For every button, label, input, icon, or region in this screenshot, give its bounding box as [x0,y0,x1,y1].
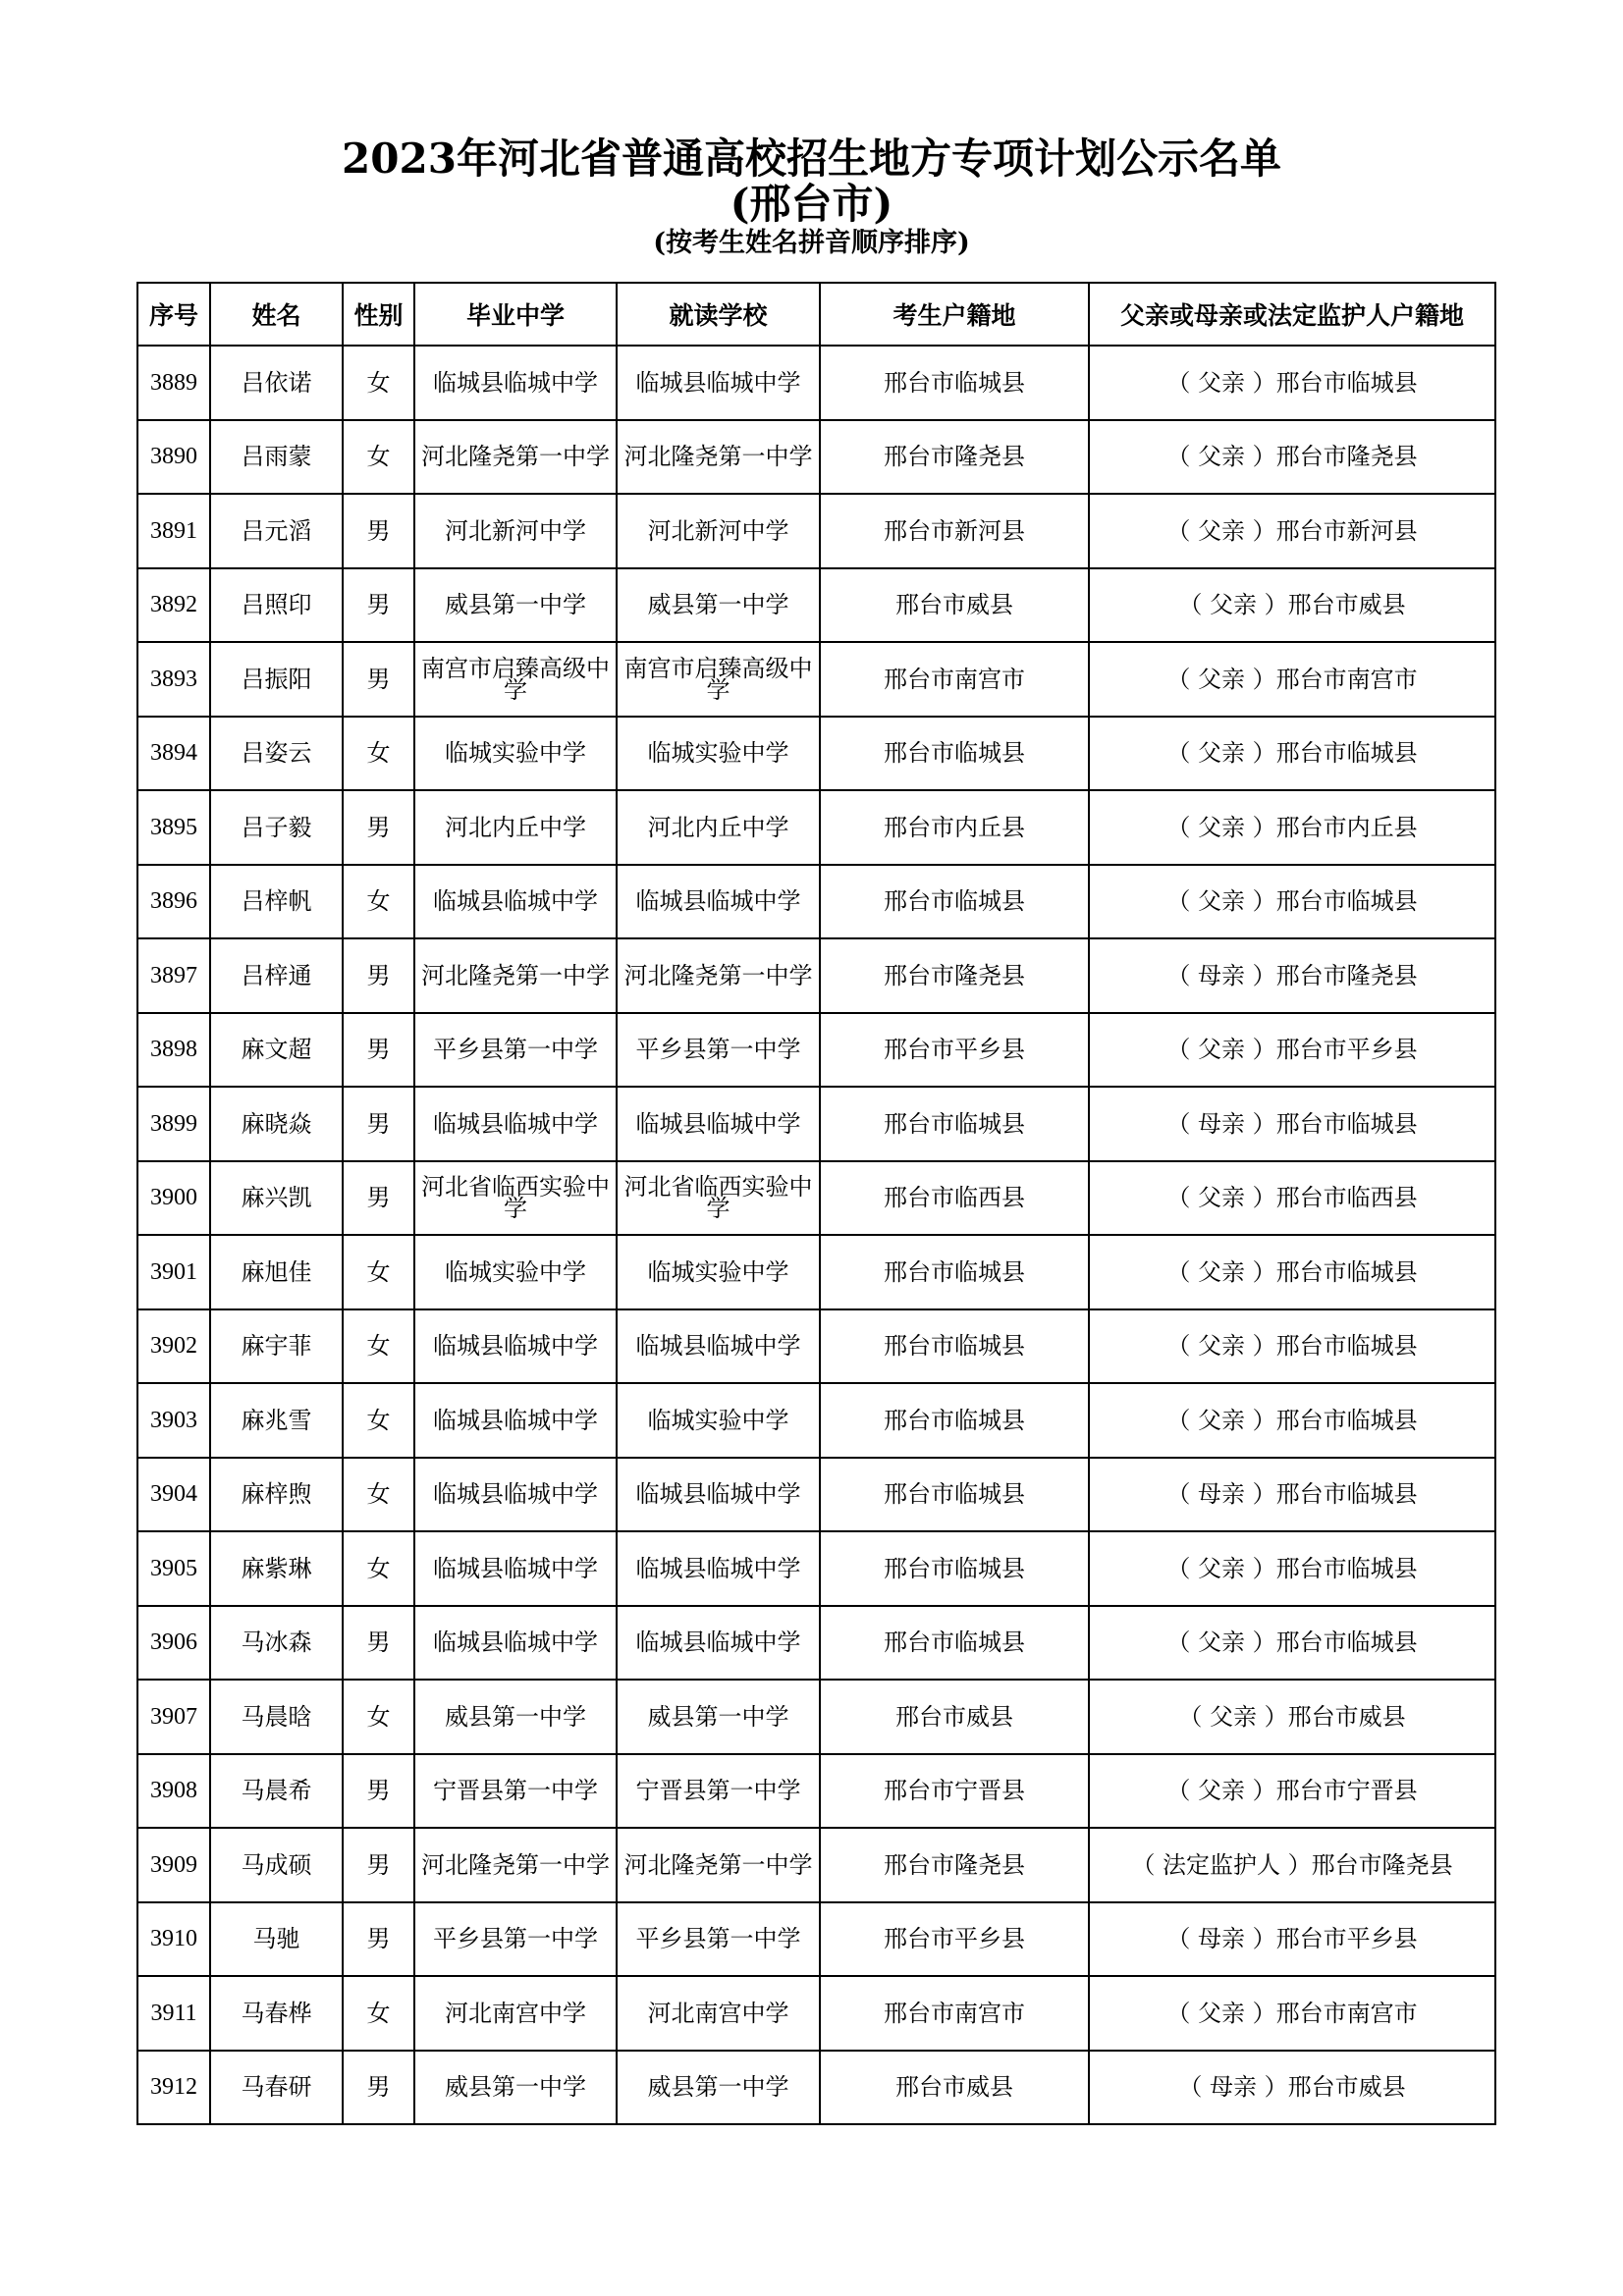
cell-current-school: 临城县临城中学 [617,1531,820,1606]
table-header-row [137,283,1495,346]
cell-guardian-hukou: （ 父亲 ）邢台市平乡县 [1089,1013,1495,1088]
cell-name: 马春桦 [210,1976,343,2051]
cell-current-school: 临城县临城中学 [617,1087,820,1161]
cell-guardian-hukou: （ 法定监护人 ）邢台市隆尧县 [1089,1828,1495,1902]
cell-hukou: 邢台市临城县 [820,717,1089,791]
table-row [137,1680,1495,1754]
cell-grad-school: 临城县临城中学 [414,1383,617,1458]
table-row [137,420,1495,495]
cell-seq: 3893 [137,642,210,717]
table-row [137,938,1495,1013]
cell-hukou: 邢台市平乡县 [820,1013,1089,1088]
cell-grad-school: 河北隆尧第一中学 [414,1828,617,1902]
cell-grad-school: 宁晋县第一中学 [414,1754,617,1829]
cell-grad-school: 临城县临城中学 [414,346,617,420]
table-row [137,1013,1495,1088]
cell-hukou: 邢台市新河县 [820,494,1089,568]
cell-hukou: 邢台市临城县 [820,346,1089,420]
cell-name: 麻文超 [210,1013,343,1088]
cell-seq: 3907 [137,1680,210,1754]
cell-current-school: 临城县临城中学 [617,865,820,939]
cell-name: 吕依诺 [210,346,343,420]
cell-current-school: 临城实验中学 [617,1235,820,1309]
cell-seq: 3892 [137,568,210,643]
cell-grad-school: 临城实验中学 [414,717,617,791]
roster-table [136,282,1496,2125]
cell-gender: 男 [343,938,414,1013]
cell-current-school: 河北新河中学 [617,494,820,568]
cell-grad-school: 临城县临城中学 [414,865,617,939]
cell-gender: 男 [343,790,414,865]
cell-seq: 3905 [137,1531,210,1606]
cell-name: 麻旭佳 [210,1235,343,1309]
cell-grad-school: 河北新河中学 [414,494,617,568]
cell-gender: 女 [343,1531,414,1606]
cell-grad-school: 南宫市启臻高级中学 [414,642,617,717]
cell-name: 马春研 [210,2051,343,2125]
table-row [137,1976,1495,2051]
cell-grad-school: 临城县临城中学 [414,1309,617,1384]
cell-grad-school: 临城县临城中学 [414,1087,617,1161]
cell-gender: 男 [343,2051,414,2125]
cell-guardian-hukou: （ 父亲 ）邢台市南宫市 [1089,642,1495,717]
cell-hukou: 邢台市临城县 [820,1235,1089,1309]
cell-guardian-hukou: （ 父亲 ）邢台市隆尧县 [1089,420,1495,495]
cell-guardian-hukou: （ 母亲 ）邢台市临城县 [1089,1458,1495,1532]
table-row [137,1458,1495,1532]
cell-guardian-hukou: （ 父亲 ）邢台市威县 [1089,568,1495,643]
column-header-seq: 序号 [137,283,210,346]
cell-grad-school: 河北隆尧第一中学 [414,420,617,495]
column-header-grad-school: 毕业中学 [414,283,617,346]
cell-hukou: 邢台市临城县 [820,1309,1089,1384]
cell-guardian-hukou: （ 母亲 ）邢台市临城县 [1089,1087,1495,1161]
cell-current-school: 河北隆尧第一中学 [617,938,820,1013]
cell-gender: 男 [343,1902,414,1977]
cell-gender: 男 [343,1828,414,1902]
cell-name: 马驰 [210,1902,343,1977]
cell-gender: 女 [343,1976,414,2051]
cell-grad-school: 平乡县第一中学 [414,1013,617,1088]
cell-gender: 男 [343,568,414,643]
table-row [137,568,1495,643]
table-row [137,494,1495,568]
cell-name: 吕梓帆 [210,865,343,939]
cell-guardian-hukou: （ 母亲 ）邢台市威县 [1089,2051,1495,2125]
cell-name: 马晨希 [210,1754,343,1829]
cell-current-school: 平乡县第一中学 [617,1902,820,1977]
cell-seq: 3894 [137,717,210,791]
cell-gender: 男 [343,1013,414,1088]
cell-guardian-hukou: （ 父亲 ）邢台市临城县 [1089,865,1495,939]
cell-gender: 男 [343,642,414,717]
cell-guardian-hukou: （ 父亲 ）邢台市临城县 [1089,1309,1495,1384]
column-header-guardian-hukou: 父亲或母亲或法定监护人户籍地 [1089,283,1495,346]
cell-grad-school: 河北内丘中学 [414,790,617,865]
cell-hukou: 邢台市宁晋县 [820,1754,1089,1829]
cell-name: 麻兆雪 [210,1383,343,1458]
table-row [137,2051,1495,2125]
cell-hukou: 邢台市临西县 [820,1161,1089,1236]
table-row [137,1828,1495,1902]
cell-seq: 3901 [137,1235,210,1309]
cell-guardian-hukou: （ 母亲 ）邢台市隆尧县 [1089,938,1495,1013]
cell-name: 吕雨蒙 [210,420,343,495]
cell-hukou: 邢台市临城县 [820,1383,1089,1458]
cell-current-school: 威县第一中学 [617,1680,820,1754]
cell-grad-school: 威县第一中学 [414,1680,617,1754]
cell-gender: 女 [343,717,414,791]
cell-guardian-hukou: （ 父亲 ）邢台市内丘县 [1089,790,1495,865]
cell-gender: 女 [343,420,414,495]
cell-name: 吕姿云 [210,717,343,791]
cell-hukou: 邢台市隆尧县 [820,1828,1089,1902]
cell-seq: 3906 [137,1606,210,1681]
table-row [137,717,1495,791]
cell-gender: 女 [343,865,414,939]
cell-hukou: 邢台市临城县 [820,1087,1089,1161]
cell-hukou: 邢台市威县 [820,568,1089,643]
cell-gender: 男 [343,1161,414,1236]
cell-gender: 男 [343,494,414,568]
cell-guardian-hukou: （ 父亲 ）邢台市威县 [1089,1680,1495,1754]
cell-current-school: 河北省临西实验中学 [617,1161,820,1236]
cell-current-school: 河北南宫中学 [617,1976,820,2051]
cell-seq: 3910 [137,1902,210,1977]
cell-seq: 3900 [137,1161,210,1236]
cell-name: 吕照印 [210,568,343,643]
table-row [137,790,1495,865]
table-row [137,1235,1495,1309]
cell-name: 吕元滔 [210,494,343,568]
column-header-name: 姓名 [210,283,343,346]
cell-grad-school: 河北省临西实验中学 [414,1161,617,1236]
page-subtitle: (邢台市) [730,180,893,228]
cell-gender: 女 [343,1235,414,1309]
cell-seq: 3896 [137,865,210,939]
cell-current-school: 临城县临城中学 [617,1309,820,1384]
cell-guardian-hukou: （ 父亲 ）邢台市临城县 [1089,1606,1495,1681]
cell-name: 马冰森 [210,1606,343,1681]
table-body [137,346,1495,2124]
cell-current-school: 威县第一中学 [617,568,820,643]
table-row [137,346,1495,420]
cell-guardian-hukou: （ 父亲 ）邢台市临城县 [1089,1383,1495,1458]
cell-guardian-hukou: （ 母亲 ）邢台市平乡县 [1089,1902,1495,1977]
table-row [137,1087,1495,1161]
cell-name: 麻晓焱 [210,1087,343,1161]
cell-seq: 3902 [137,1309,210,1384]
cell-gender: 女 [343,1309,414,1384]
cell-hukou: 邢台市平乡县 [820,1902,1089,1977]
table-row [137,1383,1495,1458]
cell-current-school: 平乡县第一中学 [617,1013,820,1088]
table-row [137,642,1495,717]
cell-gender: 女 [343,1383,414,1458]
cell-seq: 3903 [137,1383,210,1458]
cell-current-school: 临城实验中学 [617,1383,820,1458]
cell-seq: 3911 [137,1976,210,2051]
column-header-current-school: 就读学校 [617,283,820,346]
cell-hukou: 邢台市隆尧县 [820,420,1089,495]
cell-grad-school: 临城县临城中学 [414,1606,617,1681]
cell-current-school: 威县第一中学 [617,2051,820,2125]
cell-gender: 女 [343,1458,414,1532]
cell-grad-school: 威县第一中学 [414,2051,617,2125]
table-row [137,1309,1495,1384]
cell-current-school: 宁晋县第一中学 [617,1754,820,1829]
cell-seq: 3908 [137,1754,210,1829]
cell-name: 吕梓通 [210,938,343,1013]
cell-guardian-hukou: （ 父亲 ）邢台市临城县 [1089,346,1495,420]
cell-guardian-hukou: （ 父亲 ）邢台市临城县 [1089,1235,1495,1309]
cell-name: 吕子毅 [210,790,343,865]
cell-guardian-hukou: （ 父亲 ）邢台市新河县 [1089,494,1495,568]
cell-guardian-hukou: （ 父亲 ）邢台市临城县 [1089,1531,1495,1606]
cell-seq: 3891 [137,494,210,568]
table-row [137,1606,1495,1681]
cell-gender: 男 [343,1087,414,1161]
cell-hukou: 邢台市临城县 [820,1458,1089,1532]
cell-current-school: 临城县临城中学 [617,1606,820,1681]
cell-name: 马成硕 [210,1828,343,1902]
cell-hukou: 邢台市临城县 [820,1531,1089,1606]
cell-grad-school: 河北南宫中学 [414,1976,617,2051]
cell-grad-school: 河北隆尧第一中学 [414,938,617,1013]
cell-name: 麻梓煦 [210,1458,343,1532]
cell-current-school: 南宫市启臻高级中学 [617,642,820,717]
cell-current-school: 临城县临城中学 [617,1458,820,1532]
cell-current-school: 临城县临城中学 [617,346,820,420]
cell-grad-school: 临城县临城中学 [414,1531,617,1606]
cell-current-school: 临城实验中学 [617,717,820,791]
cell-hukou: 邢台市威县 [820,1680,1089,1754]
cell-seq: 3904 [137,1458,210,1532]
cell-gender: 男 [343,1754,414,1829]
cell-gender: 男 [343,1606,414,1681]
cell-hukou: 邢台市威县 [820,2051,1089,2125]
cell-name: 麻紫琳 [210,1531,343,1606]
cell-name: 吕振阳 [210,642,343,717]
cell-current-school: 河北隆尧第一中学 [617,420,820,495]
cell-seq: 3897 [137,938,210,1013]
cell-seq: 3889 [137,346,210,420]
cell-hukou: 邢台市临城县 [820,865,1089,939]
table-row [137,865,1495,939]
cell-grad-school: 临城县临城中学 [414,1458,617,1532]
cell-seq: 3895 [137,790,210,865]
column-header-hukou: 考生户籍地 [820,283,1089,346]
cell-name: 麻宇菲 [210,1309,343,1384]
cell-current-school: 河北隆尧第一中学 [617,1828,820,1902]
cell-name: 麻兴凯 [210,1161,343,1236]
cell-gender: 女 [343,346,414,420]
cell-current-school: 河北内丘中学 [617,790,820,865]
cell-seq: 3899 [137,1087,210,1161]
cell-seq: 3890 [137,420,210,495]
cell-grad-school: 平乡县第一中学 [414,1902,617,1977]
cell-hukou: 邢台市临城县 [820,1606,1089,1681]
cell-name: 马晨晗 [210,1680,343,1754]
table-row [137,1161,1495,1236]
table-row [137,1754,1495,1829]
cell-gender: 女 [343,1680,414,1754]
cell-guardian-hukou: （ 父亲 ）邢台市南宫市 [1089,1976,1495,2051]
table-row [137,1531,1495,1606]
cell-seq: 3909 [137,1828,210,1902]
cell-hukou: 邢台市南宫市 [820,1976,1089,2051]
cell-guardian-hukou: （ 父亲 ）邢台市临西县 [1089,1161,1495,1236]
cell-hukou: 邢台市南宫市 [820,642,1089,717]
cell-seq: 3898 [137,1013,210,1088]
cell-hukou: 邢台市隆尧县 [820,938,1089,1013]
cell-guardian-hukou: （ 父亲 ）邢台市宁晋县 [1089,1754,1495,1829]
cell-guardian-hukou: （ 父亲 ）邢台市临城县 [1089,717,1495,791]
cell-grad-school: 临城实验中学 [414,1235,617,1309]
column-header-gender: 性别 [343,283,414,346]
cell-seq: 3912 [137,2051,210,2125]
page-title: 2023年河北省普通高校招生地方专项计划公示名单 [342,134,1281,183]
table-row [137,1902,1495,1977]
sort-note: (按考生姓名拼音顺序排序) [653,228,970,258]
cell-hukou: 邢台市内丘县 [820,790,1089,865]
cell-grad-school: 威县第一中学 [414,568,617,643]
